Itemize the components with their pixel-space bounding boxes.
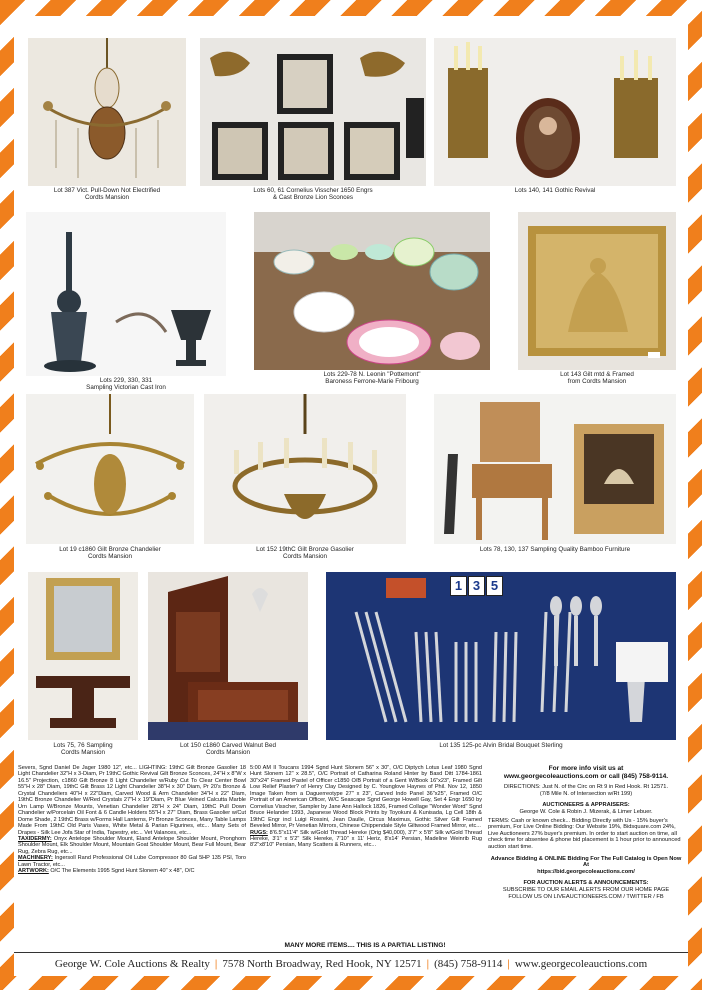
sterling-flatware-image xyxy=(326,572,676,740)
listing-lighting-text: Severs, Sgnd Daniel De Jager 1980 12", etc... LIGHTING: 19thC Gilt Bronze Gasolier 18 Light Chandelier 32"H x 3-Diam, Pr 19thC Gothic Revival Gilt Bronze Sconces, 24"H x 8"W x 16.5" Projection, c1860 Gilt Bronze 8 Light Chandelier w/Ruby Cut To Clear Center Bowl 55"H x 28" Diam, 19thC Gilt Brass 12 Light Chandelier 38"H x 30" Diam, Pr 20's Bronze & Crystal Chandeliers 40"H x 22"Diam, Carved Wood & Arm Chandelier 34"H x 22" Diam, 19thC Bronze Chandelier W/Red Crystals 27"H x 19"Diam, Pr Blue Veined Calcutta Marble Urn Lamp W/Bronze Mounts, Venetian Chandelier 28"H x 24" Diam, 19thC Pull Down Chandelier w/Porcelain Oil Font & 6 Candle Holders 55"H x 27" Diam, Brass Gasolier w/Cut Dome Shade, 2 19thC Brass w/Forms Hall Lanterns, Pr Bronze Sconces, Many Table Lamps Made From 19thC Old Paris Vases, White Metal & Parian Figurines, etc... Many Sets of Drapes - Silk Lee Jofa Star of India, Tapestry, etc... Vet Valances, etc... xyxy=(18,765,246,836)
chandelier-image xyxy=(28,38,186,186)
artwork-text: O/C The Elements 1995 Sgnd Hunt Slonem 40" x 48", O/C xyxy=(48,868,195,875)
auctioneers-names: George W. Cole & Robin J. Mizerak, & Limer Lebuer. xyxy=(519,808,653,815)
cast-iron-image xyxy=(26,212,226,376)
machinery-text: Ingersoll Rand Professional Oil Lube Compressor 80 Gal 5HP 135 PSI, Toro Lawn Tractor, etc... xyxy=(18,855,246,868)
mirror-table-image xyxy=(28,572,138,740)
rugs-text: 8'6.5"x11'4" Silk w/Gold Thread Hereke (Orig $40,000), 3'7" x 5'8" Silk w/Gold Thread Hereke, 3'1" x 5'2" Silk Hereke, 7'10" x 11' Heriz, 8'x14' Persian, Madeline Weinrib Rug 8'2"x8'10" Persian, Many Scatters & Runners, etc... xyxy=(250,829,482,849)
company-name: George W. Cole Auctions & Realty xyxy=(54,958,210,970)
caption-lots-75-76: Lots 75, 76 Sampling Cordts Mansion xyxy=(53,742,113,757)
directions-text: DIRECTIONS: Just N. of the Circ on Rt 9 in Red Hook. Rt 12571. xyxy=(503,784,669,791)
gasolier-image xyxy=(204,394,406,544)
photo-lot-143-gilt-panel xyxy=(518,212,676,370)
caption-lots-229-78: Lots 229-78 N. Leonin "Pottemont" Baroness Ferrone-Marie Fribourg xyxy=(323,371,421,386)
company-website-link[interactable]: www.georgecoleauctions.com xyxy=(514,958,648,970)
terms-text: TERMS: Cash or known check... Bidding Directly with Us - 15% buyer's premium, For Live Online Bidding: Our Website 19%, Bidsquare.com 24%, Live Auctioneers 27% buyer's premium. In order to start auction on time, all check time for absentee & phone bid placement is 1 hour prior to announced auction start time. xyxy=(488,817,681,850)
footer-separator: | xyxy=(214,958,218,970)
auction-flyer-page xyxy=(14,16,688,976)
company-phone[interactable]: (845) 758-9114 xyxy=(434,958,503,970)
social-follow-text: FOLLOW US ON LIVEAUCTIONEERS.COM / TWITTER / FB xyxy=(508,893,664,900)
company-address: 7578 North Broadway, Red Hook, NY 12571 xyxy=(222,958,422,970)
photo-lot-135-sterling xyxy=(326,572,676,740)
email-alerts-text: SUBSCRIBE TO OUR EMAIL ALERTS FROM OUR HOME PAGE xyxy=(502,886,670,893)
artwork-label: ARTWORK: xyxy=(18,868,49,875)
caption-lots-229-330-331: Lots 229, 330, 331 Sampling Victorian Cast Iron xyxy=(86,377,166,392)
lot-number-tile xyxy=(450,576,504,596)
engravings-image xyxy=(200,38,426,186)
lot-number-digit: 3 xyxy=(468,576,485,596)
listing-artwork-text: 5:00 AM II Toucans 1994 Sgnd Hunt Slonem 56" x 30", O/C Diptych Lotus Leaf 1980 Sgnd Hunt Slonem 12" x 28.5", O/C Portrait of Catharina Roland Hinter by Basd Ditt 1784-1861 30"x24" Framed Pastel of Officer c1850 O/B Portrait of a Gent W/Book 16"x23", Framed Gilt Low Relief Plaster? of Henry Clay Designed by C. Younglove Haynes of Phil. Nov 12, 1850 Image Taken from a Daguerreotype 27" x 23", Carved Indo Panel 36"x25", Framed O/C Portrait of an American Officer, W/C Seascape Sgnd George Howell Gay, Set 4 Engr 1650 by Cornelius Visscher, Sampler by Jane Ann Hallock 1826, Framed Collage "Wonder Word" Sgnd Bruce Helander 1993, Japanese Wood Block Prints by Toyokuni & Kunisada, Lg Cell 18th & 19thC Engr incl Luigi Rossini, Jean Daulle, Circus Maximus, Gothic Silver Gilt Framed Beveled Mirror, Pr Venetian Mirrors, Chinese Chippendale Style Giltwood Framed Mirror, etc... xyxy=(250,765,482,830)
lot-number-digit: 5 xyxy=(486,576,503,596)
photo-lot-19-chandelier xyxy=(26,394,194,544)
bronze-chandelier-image xyxy=(26,394,194,544)
info-column-right xyxy=(488,765,684,900)
caption-lot-152: Lot 152 19thC Gilt Bronze Gasolier Cordts Mansion xyxy=(256,546,354,561)
porcelain-image xyxy=(254,212,490,370)
lot-number-digit: 1 xyxy=(450,576,467,596)
photo-lot-150-walnut-bed xyxy=(148,572,308,740)
caption-lots-78-130-137: Lots 78, 130, 137 Sampling Quality Bamboo Furniture xyxy=(479,546,631,553)
bidding-link[interactable]: https://bid.georgecoleauctions.com/ xyxy=(537,868,635,875)
bamboo-furniture-image xyxy=(434,394,676,544)
caption-lot-19: Lot 19 c1860 Gilt Bronze Chandelier Cordts Mansion xyxy=(59,546,161,561)
caption-lot-135: Lot 135 125-pc Alvin Bridal Bouquet Sterling xyxy=(439,742,563,749)
photo-lots-229-330-331-cast-iron xyxy=(26,212,226,376)
rugs-label: RUGS: xyxy=(250,829,268,836)
caption-lots-60-61: Lots 60, 61 Cornelius Visscher 1650 Engrs & Cast Bronze Lion Sconces xyxy=(253,187,373,202)
alerts-heading: FOR AUCTION ALERTS & ANNOUNCEMENTS: xyxy=(523,880,649,887)
listing-column-left xyxy=(18,765,246,943)
website-phone-link[interactable]: www.georgecoleauctions.com or call (845) 758-9114. xyxy=(503,772,669,780)
caption-lot-387: Lot 387 Vict. Pull-Down Not Electrified Cordts Mansion xyxy=(53,187,161,202)
caption-lot-150: Lot 150 c1860 Carved Walnut Bed Cordts Mansion xyxy=(179,742,277,757)
advance-bidding-text: Advance Bidding & ONLINE Bidding For The Full Catalog is Open Now At xyxy=(490,855,682,869)
gilt-panel-image xyxy=(518,212,676,370)
walnut-bed-image xyxy=(148,572,308,740)
footer-bar xyxy=(14,952,688,975)
partial-listing-note: MANY MORE ITEMS.... THIS IS A PARTIAL LISTING! xyxy=(284,942,446,949)
taxidermy-label: TAXIDERMY: xyxy=(18,835,52,842)
directions-note: (7/8 Mile N. of Intersection w/Rt 199) xyxy=(539,790,633,797)
photo-lot-387-chandelier xyxy=(28,38,186,186)
gothic-sconces-image xyxy=(434,38,676,186)
photo-lots-75-76-mirror-table xyxy=(28,572,138,740)
footer-separator: | xyxy=(426,958,430,970)
listing-column-middle xyxy=(250,765,482,941)
photo-lots-140-141-sconces xyxy=(434,38,676,186)
auctioneers-heading: AUCTIONEERS & APPRAISERS: xyxy=(542,802,630,809)
photo-lots-60-61-engravings xyxy=(200,38,426,186)
photo-lots-229-78-porcelain xyxy=(254,212,490,370)
taxidermy-text: Onyx Antelope Shoulder Mount, Eland Antelope Shoulder Mount, Pronghorn Shoulder Mount, Elk Shoulder Mount, Mountain Goat Shoulder Mount, Bear Full Mount, Bear Rug, Zebra Rug, etc... xyxy=(18,835,246,855)
caption-lot-143: Lot 143 Gilt mtd & Framed from Cordts Mansion xyxy=(560,371,634,386)
more-info-text: For more info visit us at xyxy=(548,765,624,772)
footer-separator: | xyxy=(507,958,510,970)
machinery-label: MACHINERY: xyxy=(18,855,53,862)
photo-lot-152-gasolier xyxy=(204,394,406,544)
photo-lots-78-130-137-bamboo xyxy=(434,394,676,544)
caption-lots-140-141: Lots 140, 141 Gothic Revival xyxy=(514,187,596,194)
